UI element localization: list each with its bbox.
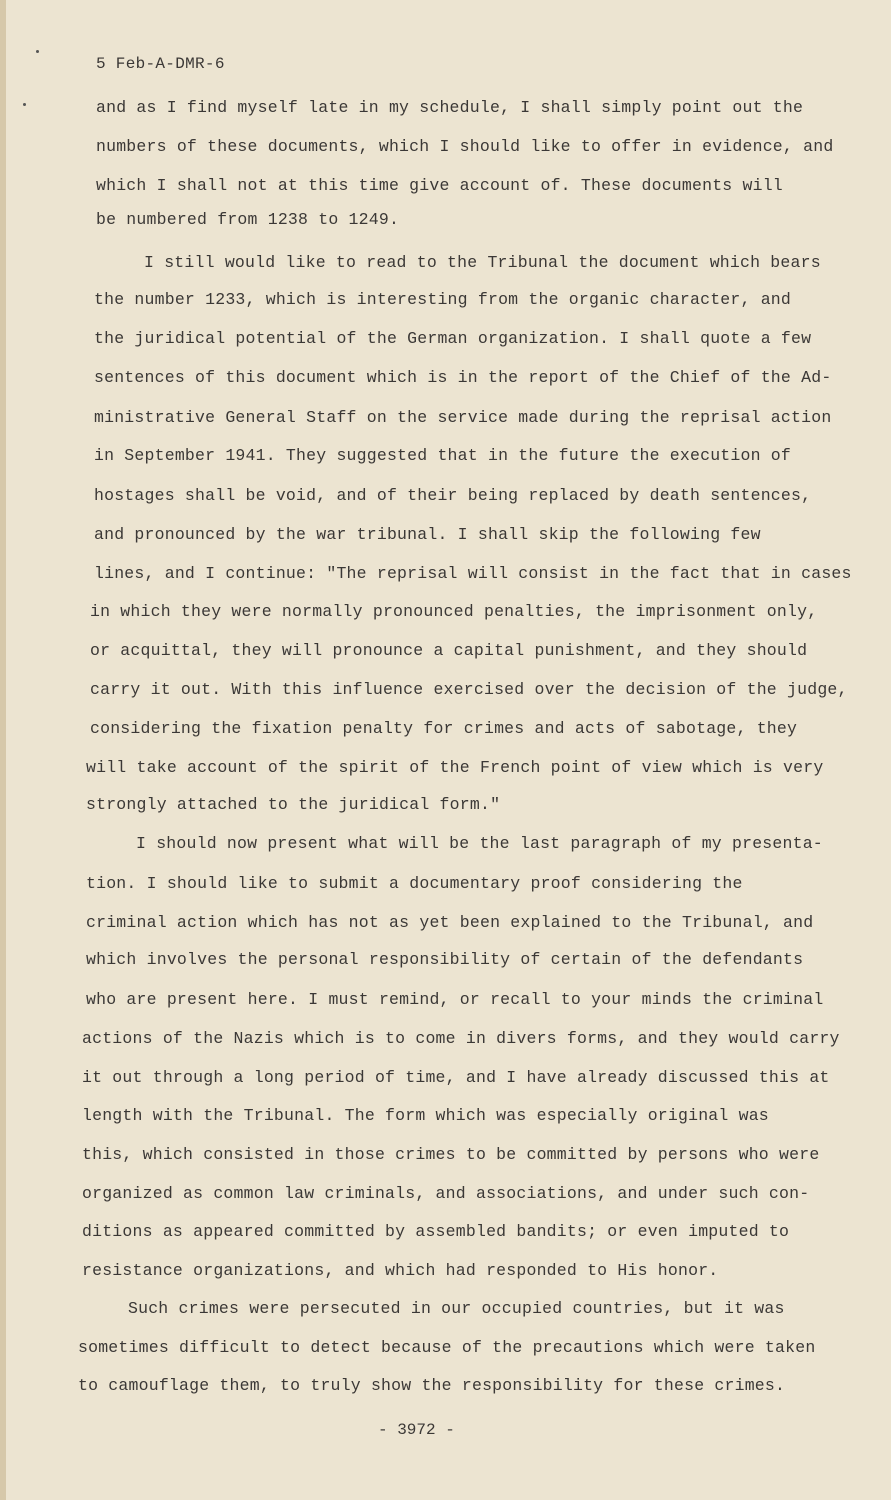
text-line: be numbered from 1238 to 1249. xyxy=(96,210,400,229)
text-line: actions of the Nazis which is to come in divers forms, and they would carry xyxy=(82,1029,840,1048)
page-number: - 3972 - xyxy=(378,1421,455,1439)
text-line: sentences of this document which is in the report of the Chief of the Ad- xyxy=(94,368,832,387)
text-line: the number 1233, which is interesting from the organic character, and xyxy=(94,290,792,309)
text-line: I should now present what will be the last paragraph of my presenta- xyxy=(136,834,823,853)
text-line: hostages shall be void, and of their being replaced by death sentences, xyxy=(94,486,812,505)
text-line: considering the fixation penalty for crimes and acts of sabotage, they xyxy=(90,719,798,738)
text-line: who are present here. I must remind, or recall to your minds the criminal xyxy=(86,990,824,1009)
text-line: tion. I should like to submit a documentary proof considering the xyxy=(86,874,743,893)
text-line: in which they were normally pronounced penalties, the imprisonment only, xyxy=(90,602,818,621)
text-line: in September 1941. They suggested that in the future the execution of xyxy=(94,446,792,465)
document-reference: 5 Feb-A-DMR-6 xyxy=(96,55,225,73)
text-line: and pronounced by the war tribunal. I shall skip the following few xyxy=(94,525,761,544)
punch-mark xyxy=(36,50,39,53)
text-line: which involves the personal responsibility of certain of the defendants xyxy=(86,950,804,969)
text-line: to camouflage them, to truly show the responsibility for these crimes. xyxy=(78,1376,786,1395)
text-line: will take account of the spirit of the French point of view which is very xyxy=(86,758,824,777)
text-line: Such crimes were persecuted in our occupied countries, but it was xyxy=(128,1299,785,1318)
text-line: this, which consisted in those crimes to be committed by persons who were xyxy=(82,1145,820,1164)
text-line: criminal action which has not as yet been explained to the Tribunal, and xyxy=(86,913,814,932)
text-line: strongly attached to the juridical form." xyxy=(86,795,501,814)
text-line: I still would like to read to the Tribunal the document which bears xyxy=(144,253,821,272)
text-line: the juridical potential of the German organization. I shall quote a few xyxy=(94,329,812,348)
text-line: and as I find myself late in my schedule, I shall simply point out the xyxy=(96,98,804,117)
text-line: resistance organizations, and which had responded to His honor. xyxy=(82,1261,719,1280)
text-line: ministrative General Staff on the service made during the reprisal action xyxy=(94,408,832,427)
text-line: sometimes difficult to detect because of the precautions which were taken xyxy=(78,1338,816,1357)
text-line: numbers of these documents, which I should like to offer in evidence, and xyxy=(96,137,834,156)
text-line: lines, and I continue: "The reprisal will consist in the fact that in cases xyxy=(94,564,852,583)
text-line: length with the Tribunal. The form which was especially original was xyxy=(82,1106,769,1125)
punch-mark xyxy=(23,103,26,106)
text-line: ditions as appeared committed by assembled bandits; or even imputed to xyxy=(82,1222,790,1241)
text-line: which I shall not at this time give account of. These documents will xyxy=(96,176,783,195)
text-line: or acquittal, they will pronounce a capital punishment, and they should xyxy=(90,641,808,660)
text-line: carry it out. With this influence exercised over the decision of the judge, xyxy=(90,680,848,699)
text-line: it out through a long period of time, and I have already discussed this at xyxy=(82,1068,830,1087)
text-line: organized as common law criminals, and associations, and under such con- xyxy=(82,1184,810,1203)
